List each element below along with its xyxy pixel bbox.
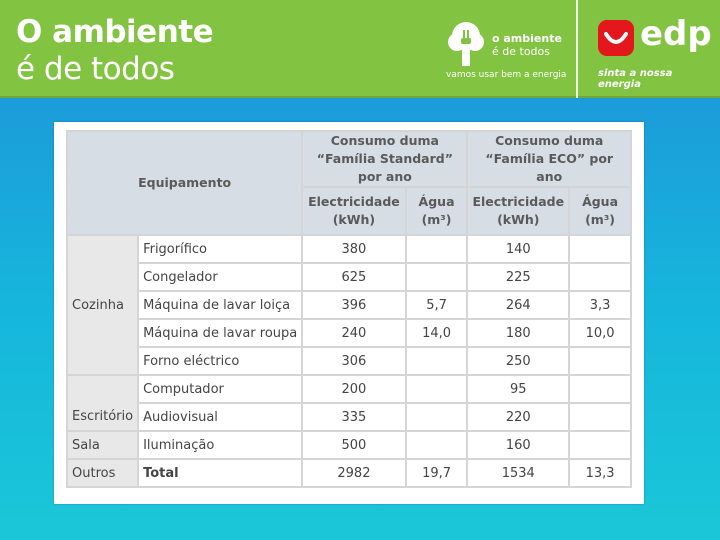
item-label: Audiovisual: [138, 403, 302, 431]
equipment-header: Equipamento: [67, 131, 302, 235]
group-label: Escritório: [67, 375, 138, 431]
eco-elec-cell: 140: [467, 235, 569, 263]
group-label: Cozinha: [67, 235, 138, 375]
std-elec-cell: 240: [302, 319, 405, 347]
table-row: [67, 431, 631, 459]
table-row-total: [67, 459, 631, 487]
std-water-header: Água (m³): [406, 187, 468, 235]
ambiente-logo: [444, 18, 574, 88]
ambiente-logo-line-2: é de todos: [492, 45, 550, 58]
eco-elec-cell: 225: [467, 263, 569, 291]
eco-elec-cell: 264: [467, 291, 569, 319]
eco-water-header: Água (m³): [569, 187, 631, 235]
tree-plug-icon: [446, 20, 486, 68]
eco-water-cell: [569, 403, 631, 431]
std-elec-cell: 200: [302, 375, 405, 403]
table-row: [67, 403, 631, 431]
std-water-cell: [406, 375, 468, 403]
edp-smile-icon: [598, 20, 634, 56]
item-label: Frigorífico: [138, 235, 302, 263]
table-row: [67, 347, 631, 375]
std-water-cell: [406, 263, 468, 291]
std-elec-cell: 306: [302, 347, 405, 375]
edp-wordmark: edp: [640, 14, 712, 54]
page-title: [16, 14, 213, 88]
item-label: Máquina de lavar loiça: [138, 291, 302, 319]
std-elec-cell: 625: [302, 263, 405, 291]
std-water-cell: [406, 235, 468, 263]
eco-water-cell: [569, 375, 631, 403]
standard-family-header: Consumo duma “Família Standard” por ano: [302, 131, 467, 187]
std-elec-cell: 396: [302, 291, 405, 319]
title-line-1: O ambiente: [16, 14, 214, 50]
ambiente-tagline: vamos usar bem a energia: [446, 70, 567, 80]
item-label: Máquina de lavar roupa: [138, 319, 302, 347]
eco-water-cell: [569, 235, 631, 263]
edp-slogan: sinta a nossa energia: [598, 68, 673, 90]
std-elec-header: Electricidade (kWh): [302, 187, 405, 235]
table-row: [67, 375, 631, 403]
std-water-cell: 5,7: [406, 291, 468, 319]
eco-water-total: 13,3: [569, 459, 631, 487]
std-water-cell: [406, 431, 468, 459]
eco-elec-cell: 95: [467, 375, 569, 403]
eco-water-cell: 10,0: [569, 319, 631, 347]
group-label: Sala: [67, 431, 138, 459]
eco-elec-cell: 160: [467, 431, 569, 459]
std-elec-total: 2982: [302, 459, 405, 487]
table-row: [67, 291, 631, 319]
item-label: Congelador: [138, 263, 302, 291]
title-line-2: é de todos: [16, 51, 175, 87]
header-banner: [0, 0, 720, 98]
std-water-cell: 14,0: [406, 319, 468, 347]
header-divider: [576, 0, 578, 98]
group-label: Outros: [67, 459, 138, 487]
item-label: Iluminação: [138, 431, 302, 459]
std-water-cell: [406, 403, 468, 431]
eco-water-cell: [569, 347, 631, 375]
consumption-table: [66, 130, 632, 488]
std-elec-cell: 380: [302, 235, 405, 263]
table-row: [67, 235, 631, 263]
std-elec-cell: 335: [302, 403, 405, 431]
table-row: [67, 319, 631, 347]
eco-elec-total: 1534: [467, 459, 569, 487]
eco-elec-cell: 250: [467, 347, 569, 375]
eco-water-cell: [569, 431, 631, 459]
eco-elec-cell: 180: [467, 319, 569, 347]
ambiente-logo-line-1: o ambiente: [492, 32, 562, 45]
item-label: Forno eléctrico: [138, 347, 302, 375]
table-panel: [54, 122, 644, 504]
item-label: Computador: [138, 375, 302, 403]
total-label: Total: [138, 459, 302, 487]
std-water-total: 19,7: [406, 459, 468, 487]
eco-water-cell: 3,3: [569, 291, 631, 319]
eco-water-cell: [569, 263, 631, 291]
eco-family-header: Consumo duma “Família ECO” por ano: [467, 131, 631, 187]
eco-elec-cell: 220: [467, 403, 569, 431]
std-elec-cell: 500: [302, 431, 405, 459]
eco-elec-header: Electricidade (kWh): [467, 187, 569, 235]
edp-logo: [596, 14, 716, 90]
table-row: [67, 263, 631, 291]
std-water-cell: [406, 347, 468, 375]
